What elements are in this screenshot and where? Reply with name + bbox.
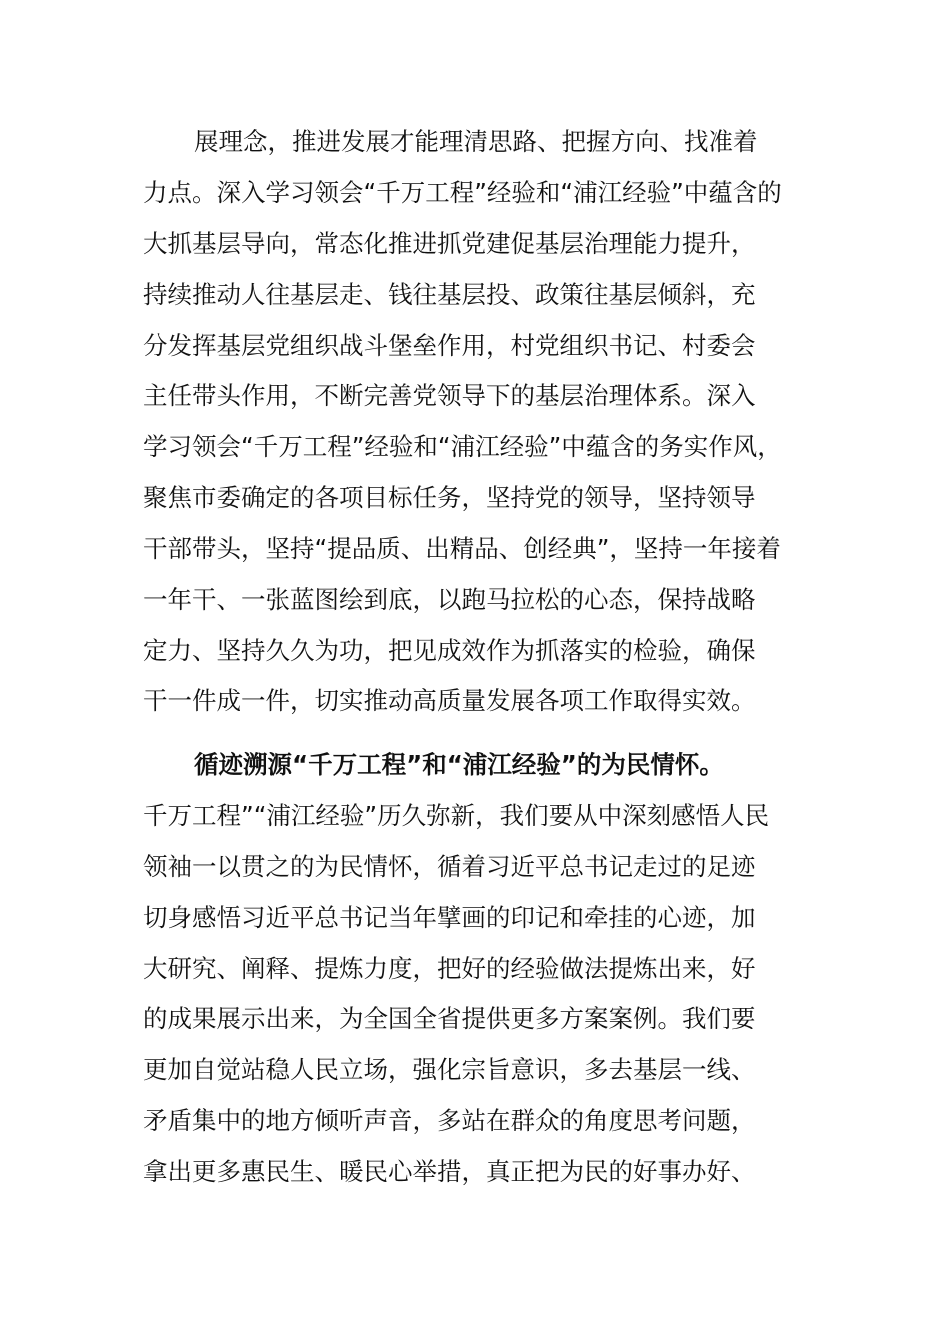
paragraph-2-line-5: 的成果展示出来，为全国全省提供更多方案案例。我们要 [143,1004,756,1033]
paragraph-2-line-1: 千万工程”“浦江经验”历久弥新，我们要从中深刻感悟人民 [143,801,770,830]
section-heading: 循迹溯源“千万工程”和“浦江经验”的为民情怀。 [194,750,724,779]
paragraph-2-line-8: 拿出更多惠民生、暖民心举措，真正把为民的好事办好、 [143,1157,756,1186]
paragraph-1-line-9: 干部带头，坚持“提品质、出精品、创经典”，坚持一年接着 [143,534,781,563]
paragraph-1-line-4: 持续推动人往基层走、钱往基层投、政策往基层倾斜，充 [143,280,756,309]
paragraph-2-line-2: 领袖一以贯之的为民情怀，循着习近平总书记走过的足迹 [143,852,756,881]
paragraph-2-line-7: 矛盾集中的地方倾听声音，多站在群众的角度思考问题， [143,1106,756,1135]
paragraph-1-line-5: 分发挥基层党组织战斗堡垒作用，村党组织书记、村委会 [143,331,756,360]
paragraph-1-line-10: 一年干、一张蓝图绘到底，以跑马拉松的心态，保持战略 [143,585,756,614]
paragraph-1-line-7: 学习领会“千万工程”经验和“浦江经验”中蕴含的务实作风， [143,432,782,461]
paragraph-1-line-11: 定力、坚持久久为功，把见成效作为抓落实的检验，确保 [143,636,756,665]
paragraph-2-line-3: 切身感悟习近平总书记当年擘画的印记和牵挂的心迹，加 [143,903,756,932]
paragraph-1-line-3: 大抓基层导向，常态化推进抓党建促基层治理能力提升， [143,229,756,258]
paragraph-1-line-2: 力点。深入学习领会“千万工程”经验和“浦江经验”中蕴含的 [143,178,782,207]
paragraph-2-line-4: 大研究、阐释、提炼力度，把好的经验做法提炼出来，好 [143,954,756,983]
paragraph-1-line-8: 聚焦市委确定的各项目标任务，坚持党的领导，坚持领导 [143,483,756,512]
paragraph-1-line-6: 主任带头作用，不断完善党领导下的基层治理体系。深入 [143,381,756,410]
paragraph-1-line-12: 干一件成一件，切实推动高质量发展各项工作取得实效。 [143,686,756,715]
paragraph-2-line-6: 更加自觉站稳人民立场，强化宗旨意识，多去基层一线、 [143,1055,756,1084]
paragraph-1-line-1: 展理念，推进发展才能理清思路、把握方向、找准着 [194,127,758,156]
